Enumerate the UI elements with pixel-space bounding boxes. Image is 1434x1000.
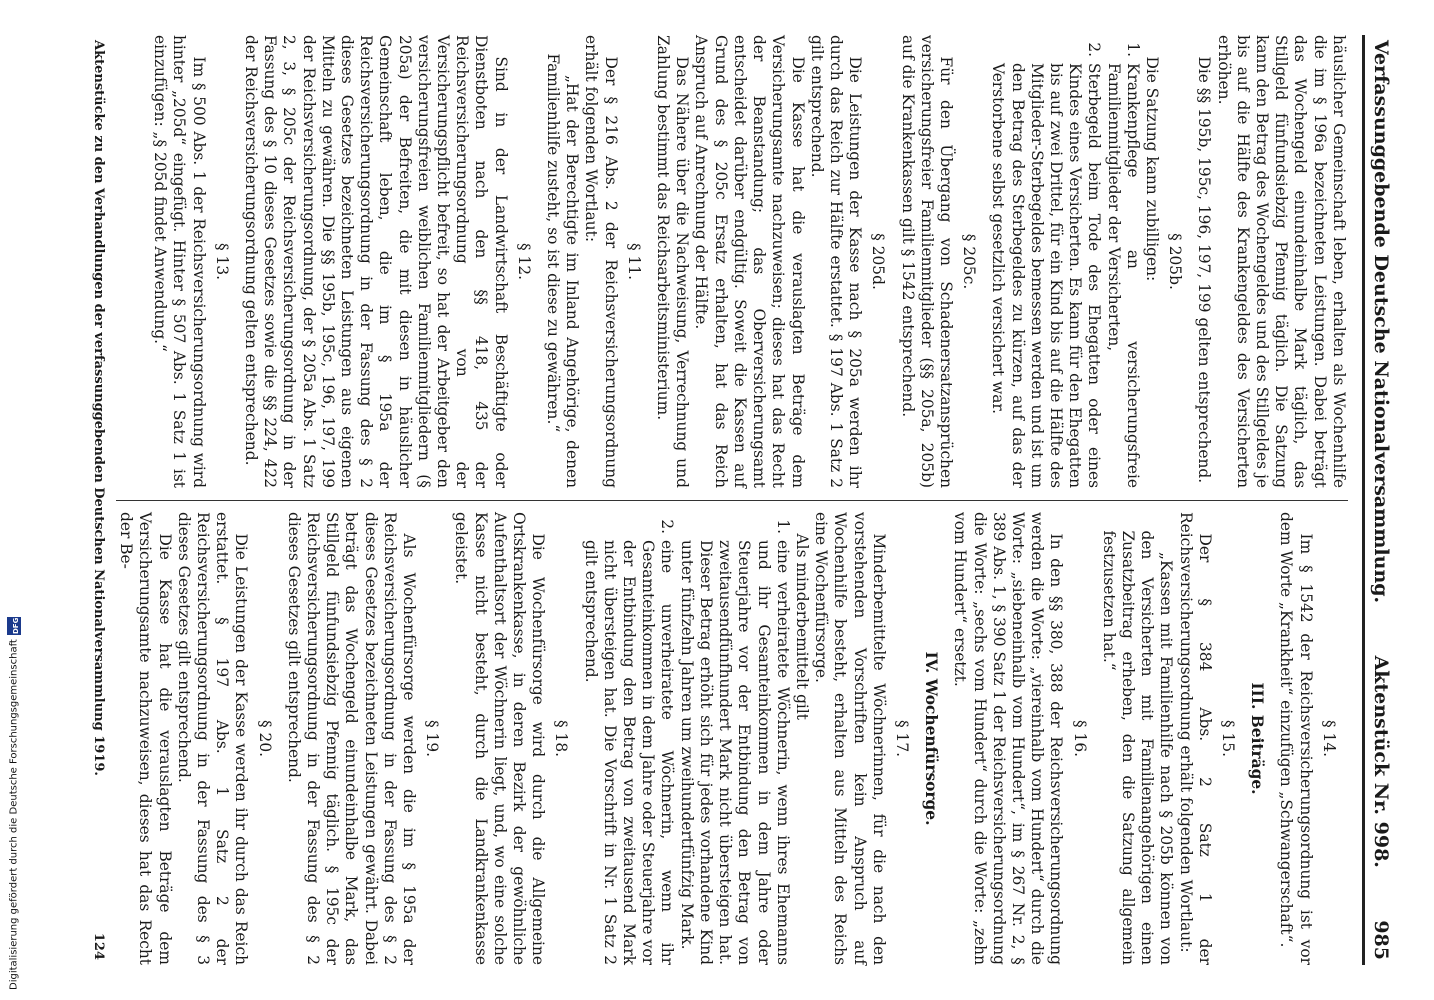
enumerated-list — [580, 512, 791, 965]
digitization-text: Digitalisierung gefördert durch die Deutsche Forschungsgemeinschaft — [8, 639, 20, 990]
section-heading: § 205b. — [1166, 233, 1185, 290]
section-heading: § 205d. — [869, 233, 888, 290]
paragraph: Die Leistungen der Kasse werden ihr durch das Reich erstattet. § 197 Abs. 1 Satz 2 der Reichsversicherungsordnung in der Fassung des § 3 dieses Gesetzes gilt entsprechend. — [174, 512, 251, 965]
column-divider — [116, 500, 1348, 501]
paragraph: Die Wochenfürsorge wird durch die Allgemeine Ortskrankenkasse, in deren Bezirk der gewöhnliche Aufenthaltsort der Wöchnerin liegt, und, wo eine solche Kasse nicht besteht, durch die Landkrankenkasse geleistet. — [452, 512, 548, 965]
list-item: 1. Krankenpflege an versicherungsfreie Familienmitglieder der Versicherten, — [1104, 42, 1142, 488]
left-column — [116, 35, 1348, 488]
right-column — [116, 512, 1348, 965]
paragraph: Das Nähere über die Nachweisung, Verrechnung und Zahlung bestimmt das Reichsarbeitsministerium. — [654, 35, 692, 488]
chapter-heading: IV. Wochenfürsorge. — [922, 651, 941, 826]
paragraph: Der § 216 Abs. 2 der Reichsversicherungsordnung erhält folgenden Wortlaut: — [582, 35, 620, 488]
paragraph: Sind in der Landwirtschaft Beschäftigte oder Dienstboten nach den §§ 418, 435 der Reichsversicherungsordnung von der Versicherungspflicht befreit, so hat der Arbeitgeber den versicherungsfreien weiblichen Familienmitgliedern (§ 205a) der Befreiten, die mit diesen in häuslicher Gemeinschaft leben, die im § 195a der Reichsversicherungsordnung in der Fassung des § 2 dieses Gesetzes bezeichneten Leistungen aus eigenen Mitteln zu gewähren. Die §§ 195b, 195c, 196, 197, 199 der Reichsversicherungsordnung, der § 205a Abs. 1 Satz 2, 3, § 205c der Reichsversicherungsordnung in der Fassung des § 10 dieses Gesetzes sowie die §§ 224, 422 der Reichsversicherungsordnung gelten entsprechend. — [242, 35, 510, 488]
digitization-note — [4, 600, 24, 990]
page-header — [1362, 35, 1390, 965]
section-heading: § 16. — [1070, 719, 1089, 758]
paragraph: Als minderbemittelt gilt — [792, 533, 811, 720]
paragraph: Für den Übergang von Schadenersatzansprüchen versicherungsfreier Familienmitglieder (§§ 205a, 205b) auf die Krankenkassen gilt § 1542 entsprechend. — [898, 35, 955, 488]
paragraph: Die Kasse hat die verauslagten Beträge dem Versicherungsamte nachzuweisen, dieses hat das Recht der Be- — [117, 512, 174, 965]
footer-sheet-number: 124 — [91, 932, 107, 960]
list-item: 2. eine unverheiratete Wöchnerin, wenn ihr Gesamteinkommen in dem Jahre oder Steuerjahre vor der Entbindung den Betrag von zweitausend Mark nicht übersteigen hat. Die Vorschrift in Nr. 1 Satz 2 gilt entsprechend. — [581, 519, 677, 965]
section-heading: § 20. — [255, 719, 274, 758]
footer-publication: Aktenstücke zu den Verhandlungen der verfassunggebenden Deutschen Nationalversammlung 1919. — [91, 40, 107, 776]
quoted-text: „Hat der Berechtigte im Inland Angehörige, denen Familienhilfe zusteht, so ist diese zu gewähren.“ — [544, 53, 582, 488]
rotated-document-page — [80, 15, 1400, 985]
section-heading: § 14. — [1319, 719, 1338, 758]
paragraph: Im § 1542 der Reichsversicherungsordnung ist vor dem Worte „Krankheit“ einzufügen „Schwangerschaft“. — [1277, 512, 1315, 965]
header-doc-number: Aktenstück Nr. 998. — [1370, 655, 1392, 868]
section-heading: § 11. — [624, 242, 643, 281]
paragraph: Im § 500 Abs. 1 der Reichsversicherungsordnung wird hinter „205d“ eingefügt. Hinter § 507 Abs. 1 Satz 1 ist einzufügen: „§ 205d findet Anwendung.“ — [151, 35, 208, 488]
paragraph: In den §§ 380, 388 der Reichsversicherungsordnung werden die Worte: „viereinhalb vom Hundert“ durch die Worte: „siebeneinhalb vom Hundert“, im § 267 Nr. 2, § 389 Abs. 1, § 390 Satz 1 der Reichsversicherungsordnung die Worte: „sechs vom Hundert“ durch die Worte: „zehn vom Hundert“ ersetzt. — [951, 512, 1066, 965]
quoted-text: „Kassen mit Familienhilfe nach § 205b können von den Versicherten mit Familienangehörigen einen Zusatzbeitrag erheben, den die Satzung allgemein festzusetzen hat.“ — [1099, 530, 1176, 965]
header-title: Verfassunggebende Deutsche Nationalversammlung. — [1370, 40, 1392, 604]
list-item: 2. Sterbegeld beim Tode des Ehegatten oder eines Kindes eines Versicherten. Es kann für den Ehegatten bis auf zwei Drittel, für ein Kind bis auf die Hälfte des Mitglieder-Sterbegeldes bemessen werden und ist um den Betrag des Sterbegeldes zu kürzen, auf das der Verstorbene selbst gesetzlich versichert war. — [989, 42, 1104, 488]
two-column-body — [116, 35, 1348, 965]
paragraph: Die Satzung kann zubilligen: — [1142, 56, 1161, 282]
section-heading: § 17. — [892, 719, 911, 758]
section-heading: § 13. — [212, 242, 231, 281]
paragraph: Als Wochenfürsorge werden die im § 195a der Reichsversicherungsordnung in der Fassung des § 2 dieses Gesetzes bezeichneten Leistungen gewährt. Dabei beträgt das Wochengeld einundeinhalbe Mark, das Stillgeld fünfundsiebzig Pfennig täglich. § 195c der Reichsversicherungsordnung in der Fassung des § 2 dieses Gesetzes gilt entsprechend. — [284, 512, 419, 965]
paragraph: Die Kasse hat die verauslagten Beträge dem Versicherungsamte nachzuweisen; dieses hat das Recht der Beanstandung; das Oberversicherungsamt entscheidet darüber endgültig. Soweit die Kassen auf Grund des § 205c Ersatz erhalten, hat das Reich Anspruch auf Anrechnung der Hälfte. — [692, 35, 807, 488]
page-number: 985 — [1370, 920, 1392, 960]
list-item: 1. eine verheiratete Wöchnerin, wenn ihres Ehemanns und ihr Gesamteinkommen in dem Jahre oder Steuerjahre vor der Entbindung den Betrag von zweitausendfünfhundert Mark nicht übersteigen hat. Dieser Betrag erhöht sich für jedes vorhandene Kind unter fünfzehn Jahren um zweihundertfünfzig Mark. — [677, 519, 792, 965]
section-heading: § 19. — [423, 719, 442, 758]
section-heading: § 18. — [552, 719, 571, 758]
dfg-logo-icon: DFG — [7, 617, 21, 635]
paragraph: Die Leistungen der Kasse nach § 205a werden ihr durch das Reich zur Hälfte erstattet. § 197 Abs. 1 Satz 2 gilt entsprechend. — [807, 35, 865, 488]
paragraph: Der § 384 Abs. 2 Satz 1 der Reichsversicherungsordnung erhält folgenden Wortlaut: — [1176, 512, 1214, 965]
paragraph: Die §§ 195b, 195c, 196, 197, 199 gelten entsprechend. — [1195, 56, 1214, 484]
section-heading: § 15. — [1218, 719, 1237, 758]
paragraph: Minderbemittelte Wöchnerinnen, für die nach den vorstehenden Vorschriften kein Anspruch auf Wochenhilfe besteht, erhalten aus Mitteln des Reichs eine Wochenfürsorge. — [812, 512, 888, 965]
chapter-heading: III. Beiträge. — [1248, 682, 1267, 795]
enumerated-list — [988, 35, 1142, 488]
page-footer — [89, 35, 108, 965]
section-heading: § 205c. — [960, 233, 979, 290]
section-heading: § 12. — [514, 242, 533, 281]
paragraph: häuslicher Gemeinschaft leben, erhalten als Wochenhilfe die im § 196a bezeichneten Leistungen. Dabei beträgt das Wochengeld einundeinhalbe Mark täglich, das Stillgeld fünfundsiebzig Pfennig täglich. Die Satzung kann den Betrag des Wochengeldes und des Stillgeldes je bis auf die Hälfte des Krankengeldes des Versicherten erhöhen. — [1214, 35, 1348, 488]
